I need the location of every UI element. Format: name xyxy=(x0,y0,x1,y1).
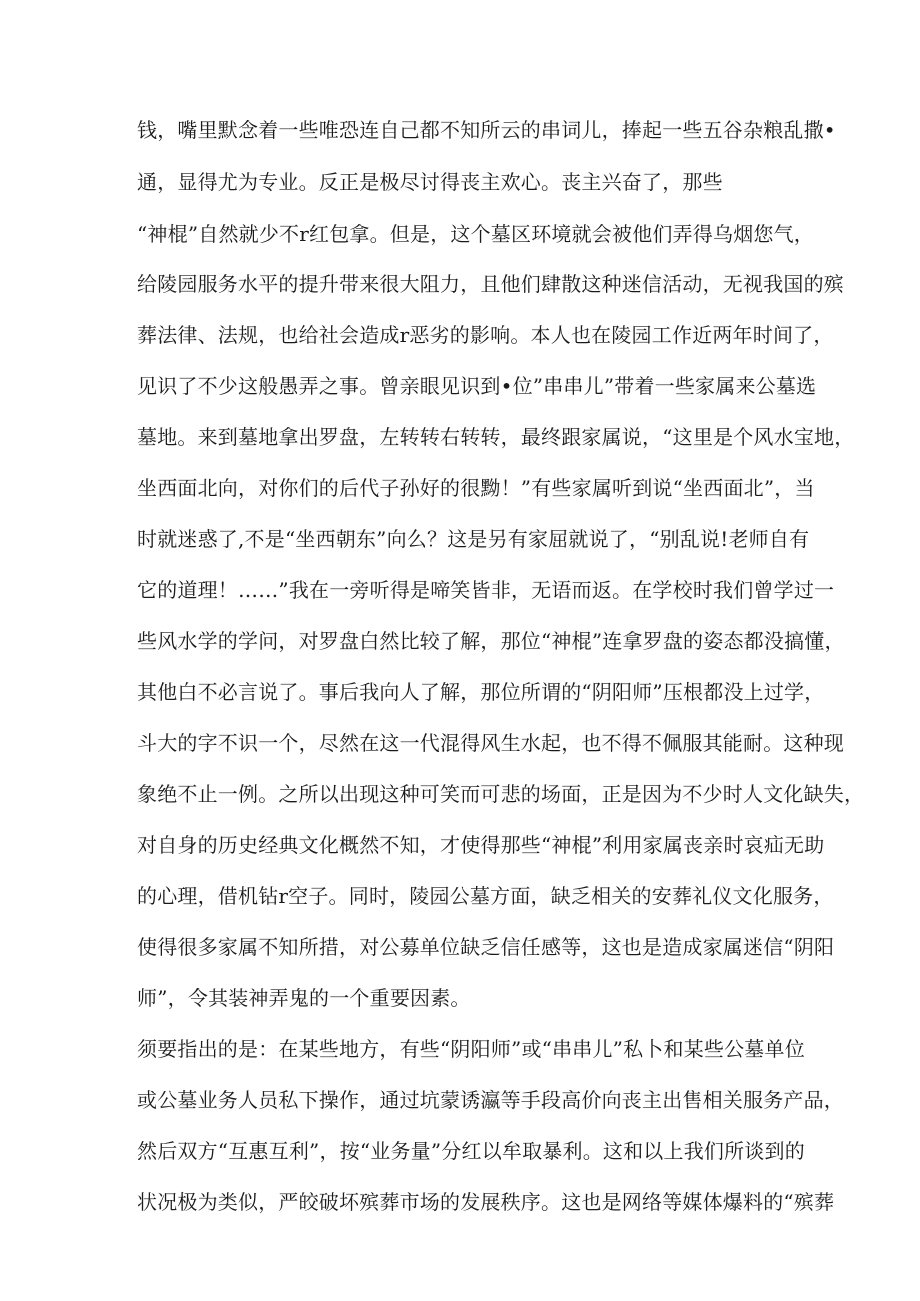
text-line: 使得很多家属不知所措，对公募单位缺乏信任感等，这也是造成家属迷信“阴阳 xyxy=(137,935,835,959)
text-line: 须要指出的是：在某些地方，有些“阴阳师”或“串串儿”私卜和某些公墓单位 xyxy=(137,1037,805,1061)
text-line: 通，显得尤为专业。反正是极尽讨得丧主欢心。丧主兴奋了，那些 xyxy=(137,170,723,194)
text-line: 对自身的历史经典文化概然不知，才使得那些“神棍”利用家属丧亲时哀疝无助 xyxy=(137,833,825,857)
text-line: 给陵园服务水平的提升带来很大阻力，且他们肆散这种迷信活动，无视我国的殡 xyxy=(137,272,844,296)
text-line: 师”，令其装神弄鬼的一个重要因素。 xyxy=(137,986,471,1010)
text-line: 时就迷惑了,不是“坐西朝东”向么？这是另有家屈就说了，“别乱说!老师自有 xyxy=(137,527,810,551)
text-line: 斗大的字不识一个，尽然在这一代混得风生水起，也不得不佩服其能耐。这种现 xyxy=(137,731,844,755)
text-line: 然后双方“互惠互利”，按“业务量”分红以牟取暴利。这和以上我们所谈到的 xyxy=(137,1139,805,1163)
text-line: 坐西面北向，对你们的后代子孙好的很黝！”有些家属听到说“坐西面北”，当 xyxy=(137,476,815,500)
text-line: 墓地。来到墓地拿出罗盘，左转转右转转，最终跟家属说，“这里是个风水宝地， xyxy=(137,425,855,449)
text-line: 或公墓业务人员私下操作，通过坑蒙诱瀛等手段高价向丧主出售相关服务产品， xyxy=(137,1088,844,1112)
text-line: 它的道理！……”我在一旁听得是啼笑皆非，无语而返。在学校时我们曾学过一 xyxy=(137,578,835,602)
text-line: “神棍”自然就少不r红包拿。但是，这个墓区环境就会被他们弄得乌烟您气， xyxy=(137,222,815,246)
text-line: 象绝不止一例。之所以出现这种可笑而可悲的场面，正是因为不少时人文化缺失， xyxy=(137,782,865,806)
text-line: 见识了不少这般愚弄之事。曾亲眼见识到•位”串串儿”带着一些家属来公墓选 xyxy=(137,374,817,398)
text-line: 些风水学的学问，对罗盘白然比较了解，那位“神棍”连拿罗盘的姿态都没搞懂， xyxy=(137,629,845,653)
text-line: 状况极为类似，严皎破坏殡葬市场的发展秩序。这也是网络等媒体爆料的“殡葬 xyxy=(137,1190,835,1214)
text-line: 葬法律、法规，也给社会造成r恶劣的影响。本人也在陵园工作近两年时间了， xyxy=(137,323,834,347)
text-line: 钱，嘴里默念着一些唯恐连自己都不知所云的串词儿，捧起一些五谷杂粮乱撒• xyxy=(137,118,836,142)
text-line: 的心理，借机钻r空子。同时，陵园公墓方面，缺乏相关的安葬礼仪文化服务， xyxy=(137,884,834,908)
text-line: 其他白不必言说了。事后我向人了解，那位所谓的“阴阳师”压根都没上过学， xyxy=(137,680,825,704)
